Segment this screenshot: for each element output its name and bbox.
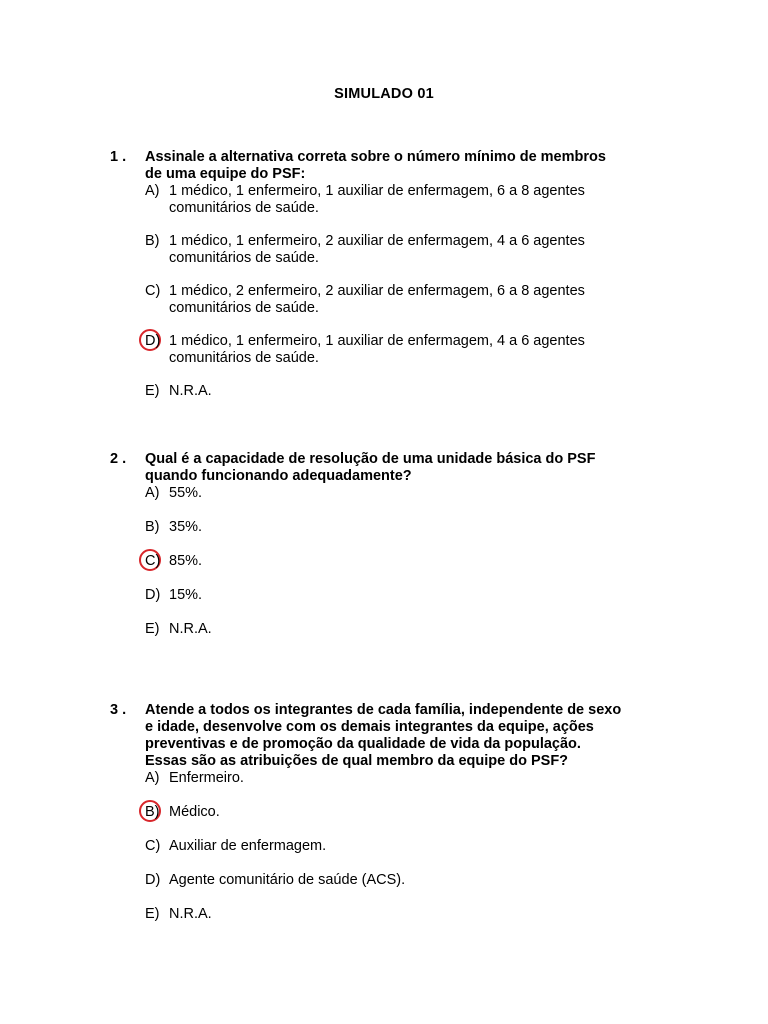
question-text-line: Assinale a alternativa correta sobre o número mínimo de membros [145, 149, 606, 165]
option-text-line: comunitários de saúde. [169, 250, 319, 266]
question-number: 1 . [110, 149, 127, 165]
option-b[interactable] [145, 233, 710, 267]
option-text-line: N.R.A. [169, 383, 212, 399]
page-title: SIMULADO 01 [334, 86, 434, 102]
option-d[interactable] [145, 872, 710, 889]
option-label: C) [145, 553, 161, 569]
option-c[interactable] [145, 283, 710, 317]
option-label: E) [145, 383, 160, 399]
option-label: B) [145, 519, 160, 535]
question-text-line: e idade, desenvolve com os demais integrantes da equipe, ações [145, 719, 594, 735]
option-label: E) [145, 621, 160, 637]
option-b[interactable] [145, 804, 710, 821]
option-label: A) [145, 183, 160, 199]
option-text-line: 55%. [169, 485, 203, 501]
option-d[interactable] [145, 333, 710, 367]
question-3 [110, 702, 710, 923]
option-label: B) [145, 233, 160, 249]
option-c[interactable] [145, 838, 710, 855]
option-b[interactable] [145, 519, 710, 536]
option-label: C) [145, 838, 161, 854]
option-text-line: comunitários de saúde. [169, 200, 319, 216]
option-e[interactable] [145, 383, 710, 400]
option-a[interactable] [145, 770, 710, 787]
question-header [110, 149, 710, 183]
option-text-line: 85%. [169, 553, 203, 569]
option-text-line: N.R.A. [169, 621, 212, 637]
option-label: A) [145, 770, 160, 786]
question-text-line: Qual é a capacidade de resolução de uma unidade básica do PSF [145, 451, 596, 467]
option-text-line: Agente comunitário de saúde (ACS). [169, 872, 406, 888]
option-label: D) [145, 587, 161, 603]
question-text-line: quando funcionando adequadamente? [145, 468, 412, 484]
question-text [145, 149, 710, 183]
option-text-line: Médico. [169, 804, 220, 820]
question-2 [110, 451, 710, 638]
option-text-line: 1 médico, 1 enfermeiro, 1 auxiliar de enfermagem, 4 a 6 agentes [169, 333, 585, 349]
option-a[interactable] [145, 183, 710, 217]
question-text [145, 702, 710, 770]
question-text-line: preventivas e de promoção da qualidade de vida da população. [145, 736, 581, 752]
option-d[interactable] [145, 587, 710, 604]
option-label: C) [145, 283, 161, 299]
option-text-line: 15%. [169, 587, 203, 603]
option-text-line: comunitários de saúde. [169, 300, 319, 316]
question-number: 2 . [110, 451, 127, 467]
option-label: D) [145, 872, 161, 888]
option-text-line: Enfermeiro. [169, 770, 244, 786]
question-number: 3 . [110, 702, 127, 718]
question-header [110, 702, 710, 770]
option-label: E) [145, 906, 160, 922]
question-text-line: Atende a todos os integrantes de cada família, independente de sexo [145, 702, 622, 718]
question-header [110, 451, 710, 485]
option-text-line: 1 médico, 2 enfermeiro, 2 auxiliar de enfermagem, 6 a 8 agentes [169, 283, 585, 299]
option-text-line: Auxiliar de enfermagem. [169, 838, 327, 854]
option-e[interactable] [145, 621, 710, 638]
option-text-line: N.R.A. [169, 906, 212, 922]
option-text-line: 1 médico, 1 enfermeiro, 1 auxiliar de enfermagem, 6 a 8 agentes [169, 183, 585, 199]
option-text-line: comunitários de saúde. [169, 350, 319, 366]
option-text-line: 1 médico, 1 enfermeiro, 2 auxiliar de enfermagem, 4 a 6 agentes [169, 233, 585, 249]
option-label: A) [145, 485, 160, 501]
question-text [145, 451, 710, 485]
question-text-line: Essas são as atribuições de qual membro da equipe do PSF? [145, 753, 569, 769]
option-c[interactable] [145, 553, 710, 570]
option-label: D) [145, 333, 161, 349]
option-text-line: 35%. [169, 519, 203, 535]
question-1 [110, 149, 710, 400]
option-e[interactable] [145, 906, 710, 923]
option-a[interactable] [145, 485, 710, 502]
option-label: B) [145, 804, 160, 820]
question-text-line: de uma equipe do PSF: [145, 166, 306, 182]
